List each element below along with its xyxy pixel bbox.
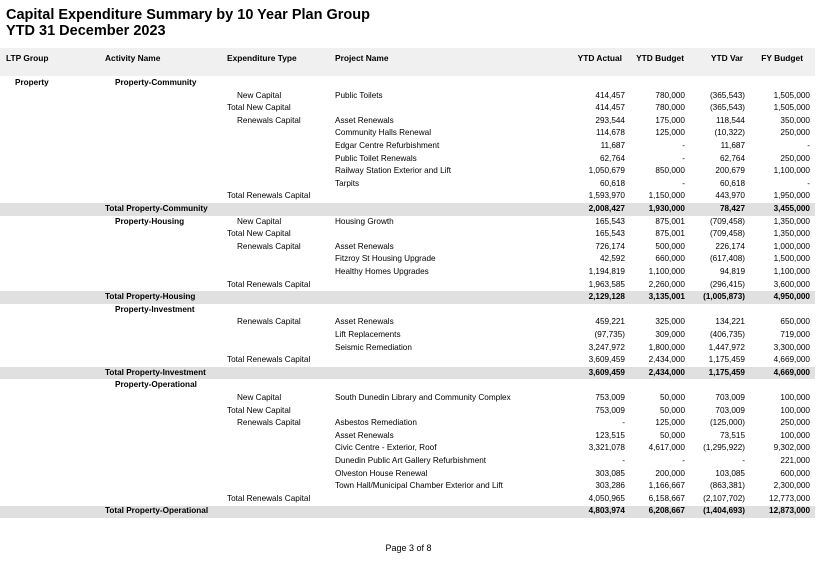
- project-name-cell: [335, 405, 560, 418]
- expenditure-type-cell: [237, 329, 337, 342]
- ytd-actual-cell: 414,457: [595, 103, 625, 113]
- ytd-actual-cell: 4,803,974: [588, 506, 625, 516]
- activity-name-cell: [115, 153, 225, 166]
- ltp-group-cell: [15, 241, 95, 254]
- ytd-var-cell: (1,404,693): [703, 506, 745, 516]
- ltp-group-cell: [15, 379, 95, 392]
- activity-name-cell: [115, 430, 225, 443]
- project-name-cell: [335, 279, 560, 292]
- expenditure-type-cell: [237, 291, 337, 304]
- ytd-var-cell: 94,819: [719, 267, 745, 276]
- project-name-cell: Railway Station Exterior and Lift: [335, 166, 452, 176]
- ytd-budget-cell: 309,000: [655, 330, 685, 339]
- ytd-budget-cell: [627, 379, 685, 392]
- project-name-cell: [335, 102, 560, 115]
- ytd-budget-cell: [627, 77, 685, 90]
- ltp-group-cell: [15, 468, 95, 481]
- ytd-budget-cell: 125,000: [655, 128, 685, 138]
- fy-budget-cell: 4,950,000: [773, 292, 810, 302]
- ytd-actual-cell: 1,194,819: [588, 267, 625, 276]
- ytd-var-cell: (365,543): [709, 90, 745, 100]
- ltp-group-cell: [15, 266, 95, 279]
- expenditure-type-cell: [237, 430, 337, 443]
- ytd-budget-cell: 875,001: [655, 229, 685, 239]
- ltp-group-cell: [15, 304, 95, 317]
- fy-budget-cell: 250,000: [780, 128, 810, 138]
- fy-budget-cell: 3,455,000: [773, 204, 810, 213]
- activity-name-cell: [115, 329, 225, 342]
- ytd-actual-cell: 459,221: [595, 317, 625, 327]
- project-name-cell: [335, 505, 560, 518]
- expenditure-type-cell: [237, 266, 337, 279]
- ytd-actual-cell: 165,543: [595, 229, 625, 239]
- ytd-actual-cell: [560, 77, 625, 90]
- expenditure-type-cell: Total New Capital: [227, 103, 291, 113]
- ltp-group-cell: [15, 102, 95, 115]
- expenditure-type-cell: [237, 304, 337, 317]
- ytd-budget-cell: 50,000: [659, 405, 685, 415]
- ltp-group-cell: [15, 228, 95, 241]
- activity-name-cell: [115, 140, 225, 153]
- expenditure-type-cell: [237, 178, 337, 191]
- project-name-cell: Fitzroy St Housing Upgrade: [335, 254, 436, 264]
- project-name-cell: South Dunedin Library and Community Complex: [335, 393, 511, 402]
- report-title: [6, 7, 370, 39]
- ytd-var-cell: 1,447,972: [708, 342, 745, 352]
- project-name-cell: Edgar Centre Refurbishment: [335, 141, 440, 150]
- activity-name-cell: [115, 392, 225, 405]
- ltp-group-cell: [15, 505, 95, 518]
- ytd-var-cell: (709,458): [709, 229, 745, 239]
- ytd-budget-cell: 780,000: [655, 103, 685, 113]
- col-activity-name: Activity Name: [105, 53, 161, 63]
- expenditure-type-cell: [237, 253, 337, 266]
- ytd-budget-cell: 6,158,667: [648, 493, 685, 503]
- ytd-var-cell: (365,543): [709, 103, 745, 113]
- fy-budget-cell: 1,950,000: [773, 191, 810, 201]
- activity-name-cell: [115, 241, 225, 254]
- project-name-cell: [335, 379, 560, 392]
- fy-budget-cell: 1,350,000: [773, 216, 810, 226]
- ytd-actual-cell: 3,609,459: [588, 355, 625, 365]
- ytd-actual-cell: 165,543: [595, 216, 625, 226]
- activity-name-cell: [115, 316, 225, 329]
- ltp-group-cell: [15, 178, 95, 191]
- project-name-cell: Tarpits: [335, 178, 360, 188]
- ytd-actual-cell: 2,008,427: [588, 204, 625, 213]
- ytd-actual-cell: 11,687: [600, 141, 625, 150]
- ytd-actual-cell: 1,963,585: [588, 279, 625, 289]
- project-name-cell: Asbestos Remediation: [335, 418, 417, 428]
- ytd-budget-cell: 1,166,667: [648, 481, 685, 491]
- activity-name-cell: [115, 178, 225, 191]
- ytd-var-cell: [688, 77, 745, 90]
- expenditure-type-cell: Renewals Capital: [237, 241, 301, 251]
- fy-budget-cell: 650,000: [780, 317, 810, 327]
- ltp-group-cell: [15, 342, 95, 355]
- ytd-var-cell: (709,458): [709, 216, 745, 226]
- project-name-cell: [335, 203, 560, 216]
- ltp-group-cell: [15, 90, 95, 103]
- ytd-actual-cell: 303,085: [595, 468, 625, 478]
- fy-budget-cell: 1,500,000: [773, 254, 810, 264]
- ytd-actual-cell: 303,286: [595, 481, 625, 491]
- fy-budget-cell: 100,000: [780, 405, 810, 415]
- fy-budget-cell: 719,000: [780, 330, 810, 339]
- activity-name-cell: [115, 253, 225, 266]
- ytd-budget-cell: 1,800,000: [648, 342, 685, 352]
- fy-budget-cell: 100,000: [780, 393, 810, 402]
- ltp-group-cell: [15, 190, 95, 203]
- ltp-group-cell: Property: [15, 78, 49, 87]
- ytd-actual-cell: 123,515: [595, 430, 625, 440]
- ltp-group-cell: [15, 480, 95, 493]
- ytd-actual-cell: [560, 379, 625, 392]
- ytd-budget-cell: 1,930,000: [648, 204, 685, 213]
- project-name-cell: Seismic Remediation: [335, 342, 412, 352]
- activity-name-cell: [115, 480, 225, 493]
- fy-budget-cell: -: [807, 141, 810, 150]
- project-name-cell: Asset Renewals: [335, 430, 394, 440]
- project-name-cell: Olveston House Renewal: [335, 468, 428, 478]
- ytd-var-cell: (406,735): [709, 330, 745, 339]
- ytd-var-cell: 78,427: [719, 204, 745, 213]
- activity-name-cell: [115, 90, 225, 103]
- fy-budget-cell: 4,669,000: [773, 367, 810, 377]
- ltp-group-cell: [15, 316, 95, 329]
- expenditure-type-cell: [237, 77, 337, 90]
- ytd-budget-cell: 2,260,000: [648, 279, 685, 289]
- fy-budget-cell: 250,000: [780, 153, 810, 163]
- ltp-group-cell: [15, 430, 95, 443]
- ytd-var-cell: 62,764: [719, 153, 745, 163]
- ytd-budget-cell: 6,208,667: [648, 506, 685, 516]
- project-name-cell: [335, 493, 560, 506]
- project-name-cell: [335, 354, 560, 367]
- expenditure-type-cell: Total New Capital: [227, 229, 291, 239]
- ltp-group-cell: [15, 127, 95, 140]
- project-name-cell: [335, 367, 560, 380]
- ytd-var-cell: 200,679: [715, 166, 745, 176]
- expenditure-type-cell: Renewals Capital: [237, 317, 301, 327]
- ytd-actual-cell: -: [622, 418, 625, 428]
- expenditure-type-cell: [237, 468, 337, 481]
- ytd-budget-cell: 2,434,000: [648, 355, 685, 365]
- activity-name-cell: Total Property-Operational: [105, 506, 209, 516]
- expenditure-type-cell: [237, 455, 337, 468]
- activity-name-cell: Property-Operational: [115, 380, 197, 390]
- expenditure-type-cell: [237, 367, 337, 380]
- project-name-cell: Lift Replacements: [335, 330, 401, 339]
- fy-budget-cell: [748, 379, 810, 392]
- project-name-cell: Housing Growth: [335, 216, 394, 226]
- fy-budget-cell: 12,873,000: [769, 506, 810, 516]
- ytd-actual-cell: 42,592: [599, 254, 625, 264]
- ytd-budget-cell: 125,000: [655, 418, 685, 428]
- ytd-actual-cell: (97,735): [594, 330, 625, 339]
- activity-name-cell: [115, 342, 225, 355]
- expenditure-type-cell: [237, 505, 337, 518]
- ytd-budget-cell: 1,100,000: [648, 267, 685, 276]
- project-name-cell: Public Toilets: [335, 90, 383, 100]
- activity-name-cell: [115, 455, 225, 468]
- ytd-budget-cell: 875,001: [655, 216, 685, 226]
- fy-budget-cell: [748, 304, 810, 317]
- activity-name-cell: [115, 228, 225, 241]
- fy-budget-cell: 350,000: [780, 115, 810, 125]
- fy-budget-cell: 1,350,000: [773, 229, 810, 239]
- ytd-var-cell: (2,107,702): [703, 493, 745, 503]
- activity-name-cell: [115, 190, 225, 203]
- ytd-actual-cell: 414,457: [595, 90, 625, 100]
- ytd-var-cell: 11,687: [720, 141, 745, 150]
- ytd-var-cell: 1,175,459: [708, 367, 745, 377]
- project-name-cell: Asset Renewals: [335, 241, 394, 251]
- ytd-budget-cell: 4,617,000: [648, 443, 685, 453]
- ytd-actual-cell: [560, 304, 625, 317]
- activity-name-cell: [115, 102, 225, 115]
- col-ltp-group: LTP Group: [6, 53, 49, 63]
- expenditure-type-cell: Total Renewals Capital: [227, 493, 311, 503]
- activity-name-cell: Total Property-Community: [105, 204, 208, 213]
- col-ytd-actual: YTD Actual: [577, 53, 622, 63]
- project-name-cell: [335, 291, 560, 304]
- expenditure-type-cell: [237, 379, 337, 392]
- expenditure-type-cell: [237, 153, 337, 166]
- expenditure-type-cell: Renewals Capital: [237, 418, 301, 428]
- ytd-budget-cell: 2,434,000: [648, 367, 685, 377]
- col-fy-budget: FY Budget: [761, 53, 803, 63]
- fy-budget-cell: 1,100,000: [773, 166, 810, 176]
- expenditure-type-cell: New Capital: [237, 216, 282, 226]
- ytd-budget-cell: 200,000: [655, 468, 685, 478]
- col-ytd-budget: YTD Budget: [636, 53, 684, 63]
- ytd-actual-cell: 4,050,965: [588, 493, 625, 503]
- expenditure-type-cell: [237, 342, 337, 355]
- ytd-actual-cell: 1,593,970: [588, 191, 625, 201]
- fy-budget-cell: 1,100,000: [773, 267, 810, 276]
- fy-budget-cell: 3,600,000: [773, 279, 810, 289]
- activity-name-cell: [115, 468, 225, 481]
- fy-budget-cell: 100,000: [780, 430, 810, 440]
- project-name-cell: [335, 190, 560, 203]
- ytd-budget-cell: 325,000: [655, 317, 685, 327]
- ltp-group-cell: [15, 405, 95, 418]
- ytd-actual-cell: 3,321,078: [588, 443, 625, 453]
- ytd-actual-cell: 3,609,459: [588, 367, 625, 377]
- ytd-var-cell: (125,000): [709, 418, 745, 428]
- ytd-budget-cell: 50,000: [659, 393, 685, 402]
- fy-budget-cell: 1,000,000: [773, 241, 810, 251]
- ltp-group-cell: [15, 203, 95, 216]
- ytd-var-cell: (617,408): [709, 254, 745, 264]
- ytd-budget-cell: 850,000: [655, 166, 685, 176]
- ytd-budget-cell: 175,000: [655, 115, 685, 125]
- project-name-cell: Asset Renewals: [335, 115, 394, 125]
- ltp-group-cell: [15, 165, 95, 178]
- ytd-budget-cell: 660,000: [655, 254, 685, 264]
- col-project-name: Project Name: [335, 53, 389, 63]
- activity-name-cell: [115, 354, 225, 367]
- activity-name-cell: [115, 417, 225, 430]
- ytd-actual-cell: 293,544: [595, 115, 625, 125]
- project-name-cell: [335, 77, 560, 90]
- activity-name-cell: [115, 127, 225, 140]
- expenditure-type-cell: [237, 127, 337, 140]
- ytd-actual-cell: 62,764: [599, 153, 625, 163]
- ltp-group-cell: [15, 417, 95, 430]
- ytd-var-cell: (1,295,922): [703, 443, 745, 453]
- ltp-group-cell: [15, 216, 95, 229]
- activity-name-cell: [115, 279, 225, 292]
- col-ytd-var: YTD Var: [710, 53, 743, 63]
- fy-budget-cell: -: [807, 178, 810, 188]
- fy-budget-cell: 221,000: [780, 456, 810, 465]
- ltp-group-cell: [15, 493, 95, 506]
- project-name-cell: Public Toilet Renewals: [335, 153, 417, 163]
- report-title-line2: YTD 31 December 2023: [6, 23, 166, 39]
- ytd-actual-cell: 753,009: [595, 405, 625, 415]
- project-name-cell: [335, 228, 560, 241]
- ytd-budget-cell: [627, 304, 685, 317]
- col-expenditure-type: Expenditure Type: [227, 53, 297, 63]
- ytd-var-cell: 703,009: [715, 393, 745, 402]
- ltp-group-cell: [15, 140, 95, 153]
- ytd-var-cell: 103,085: [715, 468, 745, 478]
- activity-name-cell: [115, 115, 225, 128]
- fy-budget-cell: 12,773,000: [769, 493, 810, 503]
- expenditure-type-cell: [237, 165, 337, 178]
- ytd-actual-cell: 3,247,972: [588, 342, 625, 352]
- ytd-actual-cell: 2,129,128: [588, 292, 625, 302]
- project-name-cell: Civic Centre - Exterior, Roof: [335, 443, 437, 453]
- ytd-actual-cell: -: [622, 456, 625, 465]
- ytd-var-cell: 118,544: [716, 115, 745, 125]
- ytd-actual-cell: 114,678: [596, 128, 625, 138]
- ytd-budget-cell: 500,000: [655, 241, 685, 251]
- ytd-var-cell: 134,221: [715, 317, 745, 327]
- ytd-budget-cell: -: [682, 141, 685, 150]
- ltp-group-cell: [15, 115, 95, 128]
- ltp-group-cell: [15, 455, 95, 468]
- activity-name-cell: Total Property-Housing: [105, 292, 196, 302]
- project-name-cell: [335, 304, 560, 317]
- fy-budget-cell: 1,505,000: [773, 103, 810, 113]
- ytd-budget-cell: -: [682, 456, 685, 465]
- ltp-group-cell: [15, 253, 95, 266]
- ytd-budget-cell: 1,150,000: [648, 191, 685, 201]
- ltp-group-cell: [15, 291, 95, 304]
- expenditure-type-cell: Total Renewals Capital: [227, 279, 311, 289]
- fy-budget-cell: 1,505,000: [773, 90, 810, 100]
- ltp-group-cell: [15, 392, 95, 405]
- ytd-var-cell: (1,005,873): [703, 292, 745, 302]
- activity-name-cell: [115, 165, 225, 178]
- ltp-group-cell: [15, 354, 95, 367]
- ytd-var-cell: 73,515: [719, 430, 745, 440]
- ytd-var-cell: -: [742, 456, 745, 465]
- fy-budget-cell: 2,300,000: [773, 481, 810, 491]
- project-name-cell: Asset Renewals: [335, 317, 394, 327]
- project-name-cell: Healthy Homes Upgrades: [335, 267, 429, 276]
- expenditure-type-cell: [237, 480, 337, 493]
- ytd-var-cell: [688, 304, 745, 317]
- ytd-actual-cell: 1,050,679: [588, 166, 625, 176]
- ytd-var-cell: (863,381): [709, 481, 745, 491]
- fy-budget-cell: 250,000: [780, 418, 810, 428]
- activity-name-cell: [115, 405, 225, 418]
- expenditure-type-cell: [237, 442, 337, 455]
- activity-name-cell: Property-Community: [115, 78, 197, 87]
- ytd-budget-cell: 3,135,001: [648, 292, 685, 302]
- activity-name-cell: Total Property-Investment: [105, 367, 206, 377]
- ltp-group-cell: [15, 279, 95, 292]
- expenditure-type-cell: [237, 203, 337, 216]
- ytd-var-cell: (10,322): [714, 128, 745, 138]
- project-name-cell: Community Halls Renewal: [335, 128, 432, 138]
- fy-budget-cell: 9,302,000: [773, 443, 810, 453]
- fy-budget-cell: 3,300,000: [773, 342, 810, 352]
- project-name-cell: Town Hall/Municipal Chamber Exterior and Lift: [335, 481, 503, 491]
- ltp-group-cell: [15, 442, 95, 455]
- ytd-var-cell: [688, 379, 745, 392]
- expenditure-type-cell: Total New Capital: [227, 405, 291, 415]
- ytd-var-cell: 703,009: [715, 405, 745, 415]
- fy-budget-cell: 600,000: [780, 468, 810, 478]
- fy-budget-cell: [748, 77, 810, 90]
- ytd-var-cell: 1,175,459: [708, 355, 745, 365]
- ytd-budget-cell: -: [682, 153, 685, 163]
- report-title-line1: Capital Expenditure Summary by 10 Year Plan Group: [6, 7, 370, 23]
- ytd-actual-cell: 726,174: [595, 241, 625, 251]
- ytd-actual-cell: 60,618: [599, 178, 625, 188]
- ytd-var-cell: 60,618: [719, 178, 745, 188]
- ytd-actual-cell: 753,009: [595, 393, 625, 402]
- ytd-budget-cell: -: [682, 178, 685, 188]
- ytd-var-cell: 443,970: [715, 191, 745, 201]
- ltp-group-cell: [15, 367, 95, 380]
- expenditure-type-cell: Total Renewals Capital: [227, 355, 311, 365]
- expenditure-type-cell: Total Renewals Capital: [227, 191, 311, 201]
- page-number: Page 3 of 8: [385, 543, 432, 553]
- ltp-group-cell: [15, 329, 95, 342]
- ytd-budget-cell: 780,000: [655, 90, 685, 100]
- ytd-budget-cell: 50,000: [659, 430, 685, 440]
- ytd-var-cell: 226,174: [715, 241, 745, 251]
- activity-name-cell: [115, 442, 225, 455]
- expenditure-type-cell: Renewals Capital: [237, 115, 301, 125]
- expenditure-type-cell: New Capital: [237, 90, 282, 100]
- activity-name-cell: [115, 493, 225, 506]
- expenditure-type-cell: [237, 140, 337, 153]
- ytd-var-cell: (296,415): [709, 279, 745, 289]
- project-name-cell: Dunedin Public Art Gallery Refurbishment: [335, 456, 487, 465]
- fy-budget-cell: 4,669,000: [773, 355, 810, 365]
- expenditure-type-cell: New Capital: [237, 393, 282, 402]
- activity-name-cell: [115, 266, 225, 279]
- activity-name-cell: Property-Housing: [115, 216, 185, 226]
- activity-name-cell: Property-Investment: [115, 304, 195, 314]
- ltp-group-cell: [15, 153, 95, 166]
